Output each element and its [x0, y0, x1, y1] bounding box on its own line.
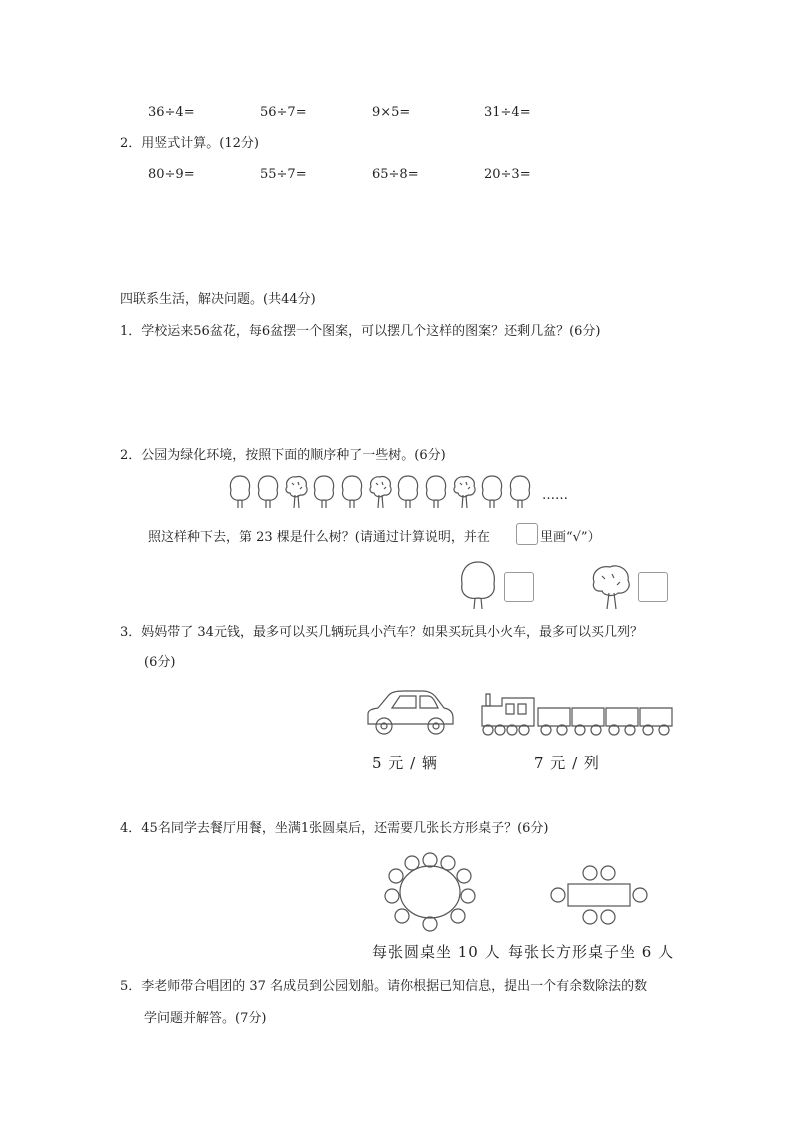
problem-3-points: (6分) [144, 655, 176, 670]
problem-2-question-end: 里画“√”） [540, 530, 601, 545]
tree-choice-b-icon [590, 562, 634, 610]
problem-5: 5．李老师带合唱团的 37 名成员到公园划船。请你根据已知信息，提出一个有余数除法的数 [120, 979, 648, 994]
car-price-label: 5 元 / 辆 [372, 754, 438, 772]
vertical-calc-item-3: 65÷8= [372, 167, 419, 182]
toy-train-icon [478, 688, 674, 740]
answer-box-sample [516, 523, 538, 545]
problem-3: 3．妈妈带了 34元钱，最多可以买几辆玩具小汽车？如果买玩具小火车，最多可以买几列？ [120, 625, 643, 640]
problem-1: 1．学校运来56盆花，每6盆摆一个图案，可以摆几个这样的图案？还剩几盆？(6分) [120, 324, 601, 339]
rect-table-caption: 每张长方形桌子坐 6 人 [508, 943, 675, 961]
calc-item-4: 31÷4= [484, 105, 531, 120]
problem-4: 4．45名同学去餐厅用餐，坐满1张圆桌后，还需要几张长方形桌子？(6分) [120, 821, 549, 836]
tree-sequence-ellipsis: …… [542, 488, 568, 503]
calc-item-1: 36÷4= [148, 105, 195, 120]
problem-5-line-2: 学问题并解答。(7分) [144, 1011, 267, 1026]
tree-choice-a-icon [458, 560, 498, 610]
calc-item-3: 9×5= [372, 105, 411, 120]
section4-title: 四联系生活，解决问题。(共44分) [120, 292, 316, 307]
vertical-calc-item-4: 20÷3= [484, 167, 531, 182]
answer-box-tree-b[interactable] [638, 572, 668, 602]
answer-box-tree-a[interactable] [504, 572, 534, 602]
calc-item-2: 56÷7= [260, 105, 307, 120]
vertical-calc-title: 2．用竖式计算。(12分) [120, 136, 259, 151]
vertical-calc-item-1: 80÷9= [148, 167, 195, 182]
rectangle-table-icon [548, 862, 650, 928]
vertical-calc-item-2: 55÷7= [260, 167, 307, 182]
tree-sequence-illustration [228, 473, 538, 509]
problem-2: 2．公园为绿化环境，按照下面的顺序种了一些树。(6分) [120, 448, 446, 463]
round-table-caption: 每张圆桌坐 10 人 [372, 943, 501, 961]
train-price-label: 7 元 / 列 [534, 754, 600, 772]
problem-2-question: 照这样种下去，第 23 棵是什么树？(请通过计算说明，并在 [148, 530, 490, 545]
round-table-icon [378, 852, 482, 932]
toy-car-icon [364, 688, 454, 738]
